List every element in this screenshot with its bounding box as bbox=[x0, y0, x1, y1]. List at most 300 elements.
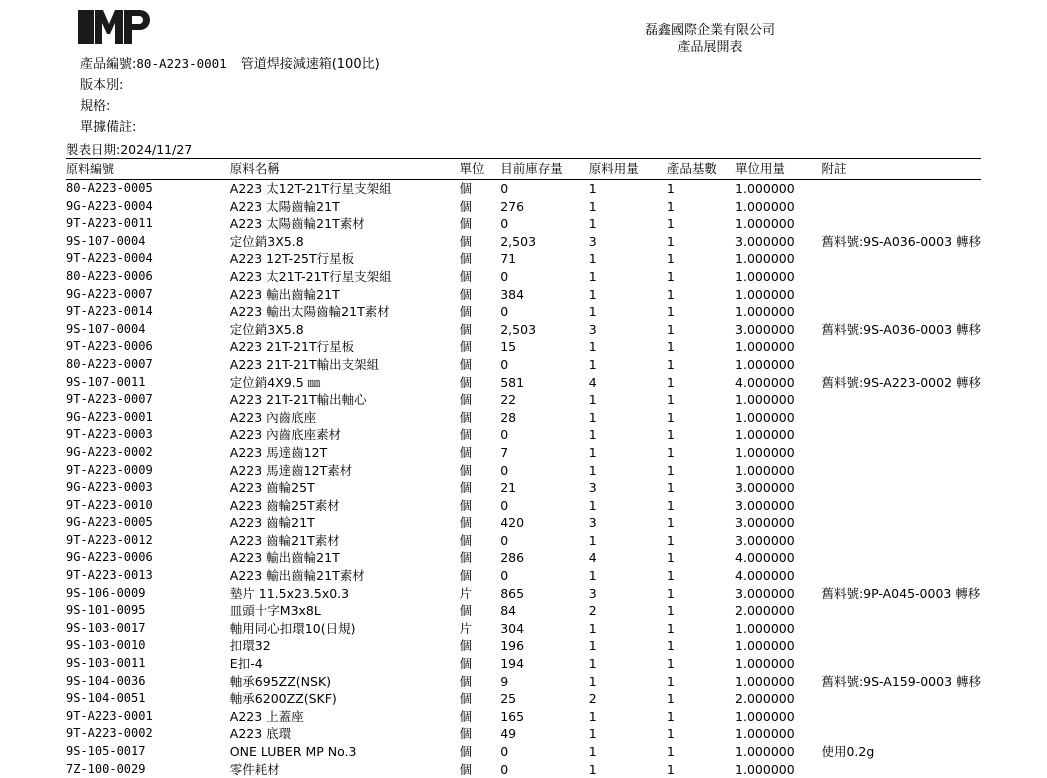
cell-unitqty: 3.000000 bbox=[735, 479, 821, 497]
meta-row-version bbox=[80, 75, 380, 96]
cell-base: 1 bbox=[667, 708, 735, 726]
cell-base: 1 bbox=[667, 268, 735, 286]
cell-note: 舊料號:9S-A036-0003 轉移 bbox=[821, 233, 981, 251]
cell-code: 9T-A223-0001 bbox=[66, 708, 230, 726]
table-row bbox=[66, 426, 981, 444]
report-title: 產品展開表 bbox=[560, 39, 860, 56]
meta-label-product: 產品編號: bbox=[80, 57, 136, 72]
cell-unit: 個 bbox=[460, 391, 501, 409]
cell-qty: 1 bbox=[589, 497, 667, 515]
cell-unit: 個 bbox=[460, 725, 501, 743]
table-row bbox=[66, 338, 981, 356]
cell-code: 7Z-100-0029 bbox=[66, 761, 230, 778]
cell-unit: 個 bbox=[460, 549, 501, 567]
cell-code: 9T-A223-0003 bbox=[66, 426, 230, 444]
cell-unit: 個 bbox=[460, 444, 501, 462]
cell-unit: 個 bbox=[460, 321, 501, 339]
cell-qty: 1 bbox=[589, 673, 667, 691]
cell-qty: 3 bbox=[589, 585, 667, 603]
cell-stock: 0 bbox=[500, 743, 589, 761]
cell-qty: 1 bbox=[589, 567, 667, 585]
cell-unitqty: 1.000000 bbox=[735, 743, 821, 761]
cell-unit: 個 bbox=[460, 655, 501, 673]
cell-code: 9S-105-0017 bbox=[66, 743, 230, 761]
table-row bbox=[66, 374, 981, 392]
cell-base: 1 bbox=[667, 725, 735, 743]
cell-note bbox=[821, 250, 981, 268]
cell-stock: 0 bbox=[500, 761, 589, 778]
cell-stock: 581 bbox=[500, 374, 589, 392]
cell-unit: 個 bbox=[460, 180, 501, 198]
cell-unitqty: 1.000000 bbox=[735, 180, 821, 198]
cell-base: 1 bbox=[667, 215, 735, 233]
cell-name: A223 輸出齒輪21T素材 bbox=[230, 567, 460, 585]
cell-qty: 1 bbox=[589, 268, 667, 286]
cell-stock: 286 bbox=[500, 549, 589, 567]
cell-unit: 個 bbox=[460, 426, 501, 444]
cell-code: 9G-A223-0007 bbox=[66, 286, 230, 304]
cell-unitqty: 1.000000 bbox=[735, 462, 821, 480]
cell-stock: 7 bbox=[500, 444, 589, 462]
table-row bbox=[66, 303, 981, 321]
cell-unitqty: 3.000000 bbox=[735, 497, 821, 515]
cell-name: A223 21T-21T輸出支架組 bbox=[230, 356, 460, 374]
cell-note bbox=[821, 602, 981, 620]
mp-logo-icon bbox=[78, 10, 150, 44]
table-row bbox=[66, 286, 981, 304]
cell-unit: 個 bbox=[460, 215, 501, 233]
cell-stock: 15 bbox=[500, 338, 589, 356]
cell-base: 1 bbox=[667, 532, 735, 550]
table-row bbox=[66, 409, 981, 427]
cell-unit: 個 bbox=[460, 514, 501, 532]
meta-row-spec bbox=[80, 96, 380, 117]
cell-stock: 0 bbox=[500, 268, 589, 286]
column-header-code: 原料編號 bbox=[66, 159, 230, 180]
cell-qty: 1 bbox=[589, 356, 667, 374]
cell-unit: 個 bbox=[460, 708, 501, 726]
cell-unit: 個 bbox=[460, 198, 501, 216]
cell-unit: 個 bbox=[460, 567, 501, 585]
table-row bbox=[66, 250, 981, 268]
cell-base: 1 bbox=[667, 409, 735, 427]
cell-name: A223 輸出齒輪21T bbox=[230, 549, 460, 567]
cell-unitqty: 1.000000 bbox=[735, 303, 821, 321]
cell-base: 1 bbox=[667, 233, 735, 251]
cell-note: 使用0.2g bbox=[821, 743, 981, 761]
cell-base: 1 bbox=[667, 479, 735, 497]
cell-unitqty: 1.000000 bbox=[735, 268, 821, 286]
table-row bbox=[66, 444, 981, 462]
table-row bbox=[66, 761, 981, 778]
table-row bbox=[66, 725, 981, 743]
cell-code: 9T-A223-0013 bbox=[66, 567, 230, 585]
cell-unitqty: 3.000000 bbox=[735, 514, 821, 532]
table-row bbox=[66, 602, 981, 620]
cell-unit: 個 bbox=[460, 637, 501, 655]
cell-unit: 個 bbox=[460, 356, 501, 374]
cell-base: 1 bbox=[667, 602, 735, 620]
cell-qty: 1 bbox=[589, 250, 667, 268]
cell-qty: 1 bbox=[589, 708, 667, 726]
cell-unit: 個 bbox=[460, 374, 501, 392]
cell-stock: 84 bbox=[500, 602, 589, 620]
cell-unit: 個 bbox=[460, 602, 501, 620]
cell-code: 9S-104-0036 bbox=[66, 673, 230, 691]
cell-qty: 1 bbox=[589, 409, 667, 427]
cell-qty: 1 bbox=[589, 444, 667, 462]
cell-unit: 片 bbox=[460, 620, 501, 638]
cell-qty: 2 bbox=[589, 602, 667, 620]
cell-qty: 1 bbox=[589, 725, 667, 743]
cell-unit: 個 bbox=[460, 268, 501, 286]
table-row bbox=[66, 215, 981, 233]
cell-name: 皿頭十字M3x8L bbox=[230, 602, 460, 620]
cell-stock: 0 bbox=[500, 497, 589, 515]
cell-qty: 3 bbox=[589, 479, 667, 497]
table-row bbox=[66, 532, 981, 550]
cell-qty: 1 bbox=[589, 391, 667, 409]
cell-unit: 個 bbox=[460, 761, 501, 778]
cell-name: A223 馬達齒12T bbox=[230, 444, 460, 462]
cell-qty: 1 bbox=[589, 286, 667, 304]
meta-value-product: 80-A223-0001 bbox=[136, 56, 226, 71]
cell-name: A223 底環 bbox=[230, 725, 460, 743]
cell-qty: 3 bbox=[589, 233, 667, 251]
cell-note bbox=[821, 303, 981, 321]
cell-base: 1 bbox=[667, 514, 735, 532]
table-row bbox=[66, 673, 981, 691]
cell-note bbox=[821, 215, 981, 233]
cell-unitqty: 4.000000 bbox=[735, 549, 821, 567]
company-header bbox=[560, 22, 860, 56]
cell-qty: 1 bbox=[589, 215, 667, 233]
cell-stock: 276 bbox=[500, 198, 589, 216]
cell-name: A223 太陽齒輪21T bbox=[230, 198, 460, 216]
cell-base: 1 bbox=[667, 198, 735, 216]
cell-code: 9G-A223-0003 bbox=[66, 479, 230, 497]
cell-stock: 2,503 bbox=[500, 233, 589, 251]
cell-stock: 0 bbox=[500, 567, 589, 585]
table-row bbox=[66, 620, 981, 638]
table-row bbox=[66, 180, 981, 198]
table-row bbox=[66, 637, 981, 655]
cell-note bbox=[821, 690, 981, 708]
cell-base: 1 bbox=[667, 620, 735, 638]
cell-unit: 個 bbox=[460, 497, 501, 515]
table-header-row bbox=[66, 159, 981, 180]
cell-note bbox=[821, 462, 981, 480]
cell-stock: 21 bbox=[500, 479, 589, 497]
cell-unitqty: 1.000000 bbox=[735, 198, 821, 216]
cell-note bbox=[821, 725, 981, 743]
cell-code: 80-A223-0007 bbox=[66, 356, 230, 374]
cell-code: 9T-A223-0009 bbox=[66, 462, 230, 480]
cell-unit: 個 bbox=[460, 690, 501, 708]
cell-note bbox=[821, 356, 981, 374]
table-row bbox=[66, 268, 981, 286]
cell-stock: 0 bbox=[500, 426, 589, 444]
cell-stock: 165 bbox=[500, 708, 589, 726]
cell-unit: 個 bbox=[460, 532, 501, 550]
cell-stock: 384 bbox=[500, 286, 589, 304]
cell-code: 9S-107-0004 bbox=[66, 321, 230, 339]
cell-code: 9T-A223-0004 bbox=[66, 250, 230, 268]
cell-code: 80-A223-0005 bbox=[66, 180, 230, 198]
cell-stock: 196 bbox=[500, 637, 589, 655]
cell-note: 舊料號:9S-A223-0002 轉移 bbox=[821, 374, 981, 392]
meta-label-spec: 規格: bbox=[80, 99, 110, 114]
cell-name: A223 輸出齒輪21T bbox=[230, 286, 460, 304]
cell-unitqty: 4.000000 bbox=[735, 567, 821, 585]
cell-qty: 1 bbox=[589, 532, 667, 550]
cell-base: 1 bbox=[667, 444, 735, 462]
cell-note bbox=[821, 180, 981, 198]
cell-unitqty: 3.000000 bbox=[735, 233, 821, 251]
cell-unit: 個 bbox=[460, 462, 501, 480]
meta-row-product bbox=[80, 54, 380, 75]
cell-code: 9S-103-0011 bbox=[66, 655, 230, 673]
cell-base: 1 bbox=[667, 567, 735, 585]
cell-unitqty: 1.000000 bbox=[735, 286, 821, 304]
column-header-qty: 原料用量 bbox=[589, 159, 667, 180]
cell-name: 墊片 11.5x23.5x0.3 bbox=[230, 585, 460, 603]
cell-stock: 420 bbox=[500, 514, 589, 532]
table-row bbox=[66, 708, 981, 726]
cell-base: 1 bbox=[667, 462, 735, 480]
cell-code: 9T-A223-0012 bbox=[66, 532, 230, 550]
cell-unitqty: 1.000000 bbox=[735, 708, 821, 726]
cell-unitqty: 1.000000 bbox=[735, 215, 821, 233]
cell-code: 9G-A223-0004 bbox=[66, 198, 230, 216]
cell-note bbox=[821, 338, 981, 356]
cell-code: 9T-A223-0007 bbox=[66, 391, 230, 409]
cell-qty: 1 bbox=[589, 620, 667, 638]
cell-stock: 25 bbox=[500, 690, 589, 708]
cell-unit: 個 bbox=[460, 286, 501, 304]
cell-base: 1 bbox=[667, 180, 735, 198]
table-row bbox=[66, 462, 981, 480]
cell-base: 1 bbox=[667, 497, 735, 515]
cell-base: 1 bbox=[667, 743, 735, 761]
cell-code: 9S-107-0004 bbox=[66, 233, 230, 251]
table-row bbox=[66, 549, 981, 567]
cell-unit: 個 bbox=[460, 743, 501, 761]
cell-base: 1 bbox=[667, 303, 735, 321]
cell-note bbox=[821, 532, 981, 550]
cell-note bbox=[821, 761, 981, 778]
cell-unitqty: 1.000000 bbox=[735, 409, 821, 427]
cell-code: 9G-A223-0005 bbox=[66, 514, 230, 532]
cell-unitqty: 1.000000 bbox=[735, 637, 821, 655]
cell-name: 軸用同心扣環10(日規) bbox=[230, 620, 460, 638]
cell-code: 9G-A223-0006 bbox=[66, 549, 230, 567]
cell-qty: 1 bbox=[589, 303, 667, 321]
column-header-stock: 目前庫存量 bbox=[500, 159, 589, 180]
cell-code: 9S-103-0010 bbox=[66, 637, 230, 655]
cell-name: ONE LUBER MP No.3 bbox=[230, 743, 460, 761]
cell-note bbox=[821, 286, 981, 304]
cell-name: A223 太12T-21T行星支架組 bbox=[230, 180, 460, 198]
cell-unitqty: 2.000000 bbox=[735, 602, 821, 620]
cell-code: 9S-101-0095 bbox=[66, 602, 230, 620]
cell-note bbox=[821, 549, 981, 567]
table-row bbox=[66, 391, 981, 409]
cell-code: 9T-A223-0002 bbox=[66, 725, 230, 743]
cell-stock: 28 bbox=[500, 409, 589, 427]
cell-qty: 1 bbox=[589, 637, 667, 655]
cell-stock: 304 bbox=[500, 620, 589, 638]
cell-code: 9S-106-0009 bbox=[66, 585, 230, 603]
meta-desc-product: 管道焊接減速箱(100比) bbox=[241, 57, 380, 72]
cell-code: 9T-A223-0011 bbox=[66, 215, 230, 233]
cell-note bbox=[821, 409, 981, 427]
cell-note bbox=[821, 655, 981, 673]
cell-unit: 個 bbox=[460, 250, 501, 268]
cell-name: 軸承6200ZZ(SKF) bbox=[230, 690, 460, 708]
cell-base: 1 bbox=[667, 637, 735, 655]
cell-code: 9S-107-0011 bbox=[66, 374, 230, 392]
cell-base: 1 bbox=[667, 426, 735, 444]
document-meta bbox=[80, 54, 380, 138]
cell-note bbox=[821, 567, 981, 585]
table-row bbox=[66, 198, 981, 216]
cell-base: 1 bbox=[667, 338, 735, 356]
cell-unit: 個 bbox=[460, 673, 501, 691]
cell-code: 9G-A223-0001 bbox=[66, 409, 230, 427]
cell-unitqty: 1.000000 bbox=[735, 250, 821, 268]
cell-note bbox=[821, 479, 981, 497]
cell-unit: 個 bbox=[460, 303, 501, 321]
cell-base: 1 bbox=[667, 655, 735, 673]
cell-name: 扣環32 bbox=[230, 637, 460, 655]
cell-note bbox=[821, 637, 981, 655]
cell-name: 零件耗材 bbox=[230, 761, 460, 778]
cell-qty: 1 bbox=[589, 743, 667, 761]
cell-unitqty: 1.000000 bbox=[735, 620, 821, 638]
cell-base: 1 bbox=[667, 673, 735, 691]
table-row bbox=[66, 233, 981, 251]
cell-note bbox=[821, 444, 981, 462]
cell-base: 1 bbox=[667, 286, 735, 304]
cell-unitqty: 1.000000 bbox=[735, 391, 821, 409]
cell-qty: 1 bbox=[589, 462, 667, 480]
cell-note bbox=[821, 497, 981, 515]
cell-qty: 1 bbox=[589, 338, 667, 356]
cell-name: A223 太21T-21T行星支架組 bbox=[230, 268, 460, 286]
column-header-name: 原料名稱 bbox=[230, 159, 460, 180]
table-body bbox=[66, 180, 981, 778]
table-header bbox=[66, 159, 981, 180]
table-row bbox=[66, 479, 981, 497]
company-name: 磊鑫國際企業有限公司 bbox=[560, 22, 860, 39]
column-header-unitqty: 單位用量 bbox=[735, 159, 821, 180]
cell-name: A223 馬達齒12T素材 bbox=[230, 462, 460, 480]
cell-unit: 個 bbox=[460, 409, 501, 427]
column-header-base: 產品基數 bbox=[667, 159, 735, 180]
cell-name: A223 齒輪25T bbox=[230, 479, 460, 497]
cell-name: A223 21T-21T行星板 bbox=[230, 338, 460, 356]
cell-qty: 2 bbox=[589, 690, 667, 708]
table-row bbox=[66, 514, 981, 532]
cell-qty: 1 bbox=[589, 426, 667, 444]
cell-unitqty: 1.000000 bbox=[735, 356, 821, 374]
cell-name: 定位銷4X9.5 ㎜ bbox=[230, 374, 460, 392]
cell-stock: 0 bbox=[500, 180, 589, 198]
cell-qty: 1 bbox=[589, 180, 667, 198]
bom-table bbox=[66, 158, 981, 778]
cell-name: A223 齒輪25T素材 bbox=[230, 497, 460, 515]
cell-note bbox=[821, 391, 981, 409]
table-row bbox=[66, 497, 981, 515]
table-row bbox=[66, 567, 981, 585]
cell-unitqty: 1.000000 bbox=[735, 444, 821, 462]
table-row bbox=[66, 321, 981, 339]
cell-stock: 49 bbox=[500, 725, 589, 743]
cell-stock: 22 bbox=[500, 391, 589, 409]
cell-note: 舊料號:9P-A045-0003 轉移 bbox=[821, 585, 981, 603]
cell-name: A223 內齒底座素材 bbox=[230, 426, 460, 444]
cell-base: 1 bbox=[667, 761, 735, 778]
cell-qty: 1 bbox=[589, 761, 667, 778]
table-row bbox=[66, 655, 981, 673]
cell-name: A223 輸出太陽齒輪21T素材 bbox=[230, 303, 460, 321]
table-row bbox=[66, 690, 981, 708]
cell-stock: 2,503 bbox=[500, 321, 589, 339]
cell-unit: 片 bbox=[460, 585, 501, 603]
cell-code: 9T-A223-0006 bbox=[66, 338, 230, 356]
cell-name: 定位銷3X5.8 bbox=[230, 321, 460, 339]
meta-row-remark bbox=[80, 117, 380, 138]
cell-note: 舊料號:9S-A159-0003 轉移 bbox=[821, 673, 981, 691]
cell-qty: 4 bbox=[589, 549, 667, 567]
bom-table-container bbox=[66, 158, 981, 778]
cell-unitqty: 3.000000 bbox=[735, 532, 821, 550]
cell-unitqty: 3.000000 bbox=[735, 585, 821, 603]
cell-name: A223 內齒底座 bbox=[230, 409, 460, 427]
cell-unitqty: 1.000000 bbox=[735, 426, 821, 444]
cell-name: A223 齒輪21T bbox=[230, 514, 460, 532]
cell-stock: 0 bbox=[500, 303, 589, 321]
cell-stock: 9 bbox=[500, 673, 589, 691]
cell-base: 1 bbox=[667, 250, 735, 268]
cell-unitqty: 1.000000 bbox=[735, 673, 821, 691]
cell-name: A223 齒輪21T素材 bbox=[230, 532, 460, 550]
cell-unitqty: 2.000000 bbox=[735, 690, 821, 708]
meta-label-remark: 單據備註: bbox=[80, 120, 136, 135]
cell-base: 1 bbox=[667, 321, 735, 339]
cell-note bbox=[821, 708, 981, 726]
cell-base: 1 bbox=[667, 356, 735, 374]
cell-stock: 0 bbox=[500, 215, 589, 233]
meta-label-version: 版本別: bbox=[80, 78, 123, 93]
cell-note bbox=[821, 620, 981, 638]
cell-note: 舊料號:9S-A036-0003 轉移 bbox=[821, 321, 981, 339]
cell-qty: 3 bbox=[589, 321, 667, 339]
cell-base: 1 bbox=[667, 391, 735, 409]
cell-base: 1 bbox=[667, 549, 735, 567]
cell-code: 9S-104-0051 bbox=[66, 690, 230, 708]
cell-name: A223 12T-25T行星板 bbox=[230, 250, 460, 268]
cell-base: 1 bbox=[667, 585, 735, 603]
cell-code: 9T-A223-0014 bbox=[66, 303, 230, 321]
cell-stock: 865 bbox=[500, 585, 589, 603]
cell-unitqty: 3.000000 bbox=[735, 321, 821, 339]
cell-unitqty: 4.000000 bbox=[735, 374, 821, 392]
cell-stock: 0 bbox=[500, 462, 589, 480]
cell-base: 1 bbox=[667, 690, 735, 708]
cell-stock: 71 bbox=[500, 250, 589, 268]
